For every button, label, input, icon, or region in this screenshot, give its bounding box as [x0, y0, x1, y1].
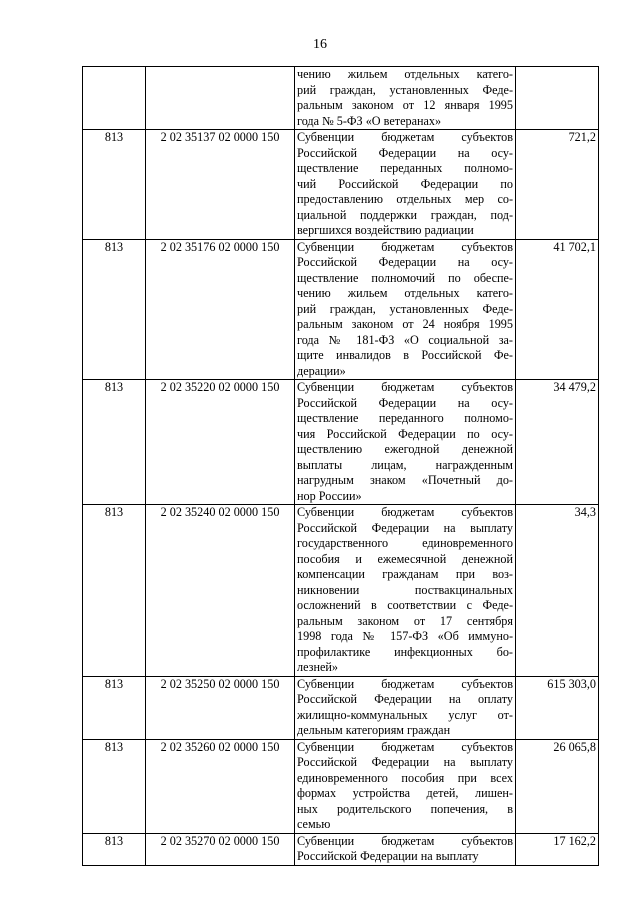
income-name-line: ральным законом от 24 ноября 1995	[297, 317, 513, 331]
page-number: 16	[313, 37, 327, 52]
table-row	[83, 67, 599, 130]
income-name-line: чий Российской Федерации по	[297, 176, 513, 191]
income-name-line: лезней»	[297, 660, 339, 674]
income-name-cell	[295, 380, 516, 505]
income-name-line: формах устройства детей, лишен-	[297, 786, 513, 800]
income-name-line: предоставлению отдельных мер со-	[297, 192, 513, 206]
income-name-line: профилактике инфекционных бо-	[297, 644, 513, 659]
budget-classification-code-cell	[146, 67, 295, 130]
admin-code-cell: 813	[83, 739, 146, 833]
budget-classification-code-cell: 2 02 35240 02 0000 150	[146, 505, 295, 677]
income-name-line: вергшихся воздействию радиации	[297, 223, 474, 237]
admin-code-cell: 813	[83, 380, 146, 505]
admin-code-cell: 813	[83, 239, 146, 380]
income-name-line: государственного единовременного	[297, 536, 513, 550]
admin-code-cell: 813	[83, 833, 146, 865]
income-name-line: ществление переданного полномо-	[297, 411, 513, 425]
income-name-line: нор России»	[297, 488, 362, 503]
income-name-line: рий граждан, установленных Феде-	[297, 301, 513, 316]
income-name-line: циальной поддержки граждан, под-	[297, 207, 513, 222]
income-name-line: ных родительского попечения, в	[297, 801, 513, 816]
income-name-line: ральным законом от 17 сентября	[297, 613, 513, 628]
budget-classification-code-cell: 2 02 35137 02 0000 150	[146, 130, 295, 240]
income-name-line: ществлению ежегодной денежной	[297, 442, 513, 456]
income-name-line: Субвенции бюджетам субъектов	[297, 505, 513, 519]
income-name-cell	[295, 505, 516, 677]
amount-cell: 17 162,2	[516, 833, 599, 865]
income-name-line: Субвенции бюджетам субъектов	[297, 380, 513, 394]
income-name-line: 1998 года № 157-ФЗ «Об иммуно-	[297, 629, 513, 643]
budget-table	[82, 66, 599, 866]
income-name-line: ществление переданных полномо-	[297, 161, 513, 175]
income-name-line: никновении поствакцинальных	[297, 582, 513, 597]
admin-code-cell	[83, 67, 146, 130]
income-name-line: Субвенции бюджетам субъектов	[297, 676, 513, 691]
income-name-line: пособия и ежемесячной денежной	[297, 551, 513, 566]
income-name-line: дельным категориям граждан	[297, 723, 451, 737]
income-name-line: осложнений в соответствии с Феде-	[297, 598, 513, 612]
amount-cell: 721,2	[516, 130, 599, 240]
income-name-line: дерации»	[297, 363, 346, 378]
income-name-cell	[295, 676, 516, 739]
income-name-line: ществление полномочий по обеспе-	[297, 270, 513, 285]
income-name-cell	[295, 739, 516, 833]
admin-code-cell: 813	[83, 505, 146, 677]
budget-classification-code-cell: 2 02 35260 02 0000 150	[146, 739, 295, 833]
income-name-line: чению жильем отдельных катего-	[297, 67, 513, 81]
table-row	[83, 833, 599, 865]
income-name-line: Российской Федерации на осу-	[297, 395, 513, 410]
amount-cell: 41 702,1	[516, 239, 599, 380]
amount-cell: 615 303,0	[516, 676, 599, 739]
amount-cell: 26 065,8	[516, 739, 599, 833]
income-name-line: Субвенции бюджетам субъектов	[297, 130, 513, 144]
income-name-cell	[295, 833, 516, 865]
income-name-line: Субвенции бюджетам субъектов	[297, 833, 513, 848]
income-name-line: чия Российской Федерации по осу-	[297, 426, 513, 441]
income-name-line: ральным законом от 12 января 1995	[297, 98, 513, 112]
amount-cell	[516, 67, 599, 130]
admin-code-cell: 813	[83, 130, 146, 240]
income-name-cell	[295, 67, 516, 130]
income-name-line: жилищно-коммунальных услуг от-	[297, 707, 513, 722]
income-name-line: щите инвалидов в Российской Фе-	[297, 348, 513, 362]
table-row	[83, 130, 599, 240]
income-name-line: Российской Федерации на осу-	[297, 255, 513, 269]
income-name-line: Российской Федерации на выплату	[297, 755, 513, 769]
income-name-line: Субвенции бюджетам субъектов	[297, 239, 513, 254]
income-name-cell	[295, 130, 516, 240]
income-name-line: Российской Федерации на оплату	[297, 692, 513, 706]
table-row	[83, 239, 599, 380]
table-row	[83, 380, 599, 505]
income-name-line: компенсации гражданам при воз-	[297, 567, 513, 581]
table-body	[83, 67, 599, 866]
admin-code-cell: 813	[83, 676, 146, 739]
income-name-line: года № 181-ФЗ «О социальной за-	[297, 332, 513, 347]
table-row	[83, 676, 599, 739]
income-name-line: Российской Федерации на выплату	[297, 520, 513, 535]
income-name-line: Российской Федерации на осу-	[297, 145, 513, 160]
income-name-line: выплаты лицам, награжденным	[297, 457, 513, 472]
budget-classification-code-cell: 2 02 35176 02 0000 150	[146, 239, 295, 380]
income-name-line: нагрудным знаком «Почетный до-	[297, 473, 513, 487]
table-row	[83, 739, 599, 833]
income-name-line: Субвенции бюджетам субъектов	[297, 739, 513, 754]
amount-cell: 34 479,2	[516, 380, 599, 505]
table-row	[83, 505, 599, 677]
income-name-line: единовременного пособия при всех	[297, 770, 513, 785]
budget-classification-code-cell: 2 02 35250 02 0000 150	[146, 676, 295, 739]
budget-classification-code-cell: 2 02 35270 02 0000 150	[146, 833, 295, 865]
budget-classification-code-cell: 2 02 35220 02 0000 150	[146, 380, 295, 505]
income-name-line: семью	[297, 817, 331, 831]
income-name-cell	[295, 239, 516, 380]
income-name-line: чению жильем отдельных катего-	[297, 286, 513, 300]
income-name-line: Российской Федерации на выплату	[297, 849, 479, 863]
amount-cell: 34,3	[516, 505, 599, 677]
income-name-line: года № 5-ФЗ «О ветеранах»	[297, 113, 442, 128]
income-name-line: рий граждан, установленных Феде-	[297, 82, 513, 97]
